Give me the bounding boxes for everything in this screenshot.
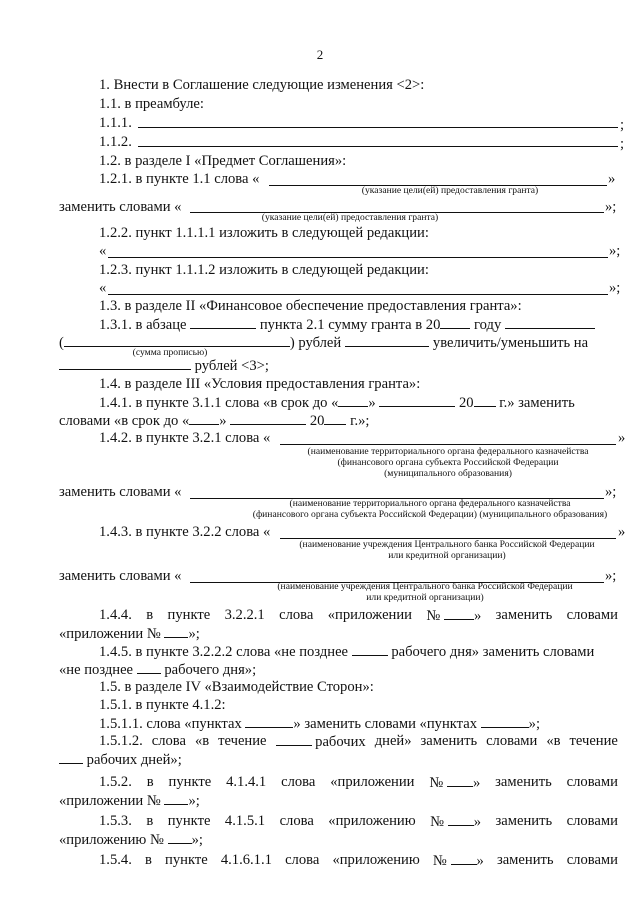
blank-field[interactable] [280,525,616,539]
blank-field[interactable] [108,281,608,295]
hint: (наименование территориального органа федерального казначейства (финансового органа субъекта Российской Федерации) (муниципального образования) [252,498,608,520]
line-1-3-1: 1.3.1. в абзаце пункта 2.1 сумму гранта в 20 году [99,315,595,334]
line-1-4-2: 1.4.2. в пункте 3.2.1 слова « [99,430,271,446]
blank-field[interactable] [138,114,618,128]
line-1-2: 1.2. в разделе I «Предмет Соглашения»: [99,153,347,169]
line-1-5-4: 1.5.4. в пункте 4.1.6.1.1 слова «приложению № » заменить словами [99,852,618,869]
line-1-4-4-cont: «приложении № »; [59,626,200,642]
blank-field[interactable] [505,315,595,329]
line-1-5-1-2-cont: рабочих дней»; [59,750,182,769]
quote: »; [609,243,621,259]
blank-field[interactable] [168,830,192,844]
blank-field[interactable] [345,333,429,347]
quote: » [618,430,626,446]
semicolon: ; [620,117,625,133]
line-1-4-4: 1.4.4. в пункте 3.2.2.1 слова «приложении № » заменить словами [99,607,618,624]
blank-field[interactable] [137,660,161,674]
blank-field[interactable] [230,411,306,425]
blank-field[interactable] [189,411,219,425]
line-1-4-3: 1.4.3. в пункте 3.2.2 слова « [99,524,271,540]
line-1-1: 1.1. в преамбуле: [99,96,204,112]
line-1-1-1: 1.1.1. [99,115,132,131]
blank-field[interactable] [379,393,455,407]
quote: » [608,171,616,187]
line-1-5-1-1: 1.5.1.1. слова «пунктах » заменить словами «пунктах »; [99,716,541,732]
line-1-1-2: 1.1.2. [99,134,132,150]
blank-field[interactable] [447,773,473,787]
line-1-5-3-cont: «приложению № »; [59,832,203,848]
line-1: 1. Внести в Соглашение следующие изменения <2>: [99,77,425,93]
line-rubles: рублей <3>; [59,356,269,375]
blank-field[interactable] [59,356,191,370]
blank-field[interactable] [440,315,470,329]
line-1-2-1: 1.2.1. в пункте 1.1 слова « [99,171,260,187]
blank-field[interactable] [324,411,346,425]
hint: (наименование учреждения Центрального банка Российской Федерации или кредитной организации) [277,581,573,603]
line-1-2-2: 1.2.2. пункт 1.1.1.1 изложить в следующей редакции: [99,225,429,241]
quote: « [99,280,107,296]
blank-field[interactable] [444,606,474,620]
page-number: 2 [316,47,324,62]
blank-field[interactable] [164,624,188,638]
hint: (указание цели(ей) предоставления гранта) [261,212,439,223]
line-replace: заменить словами « [59,484,182,500]
blank-field[interactable] [138,133,618,147]
blank-field[interactable] [269,172,607,186]
quote: »; [605,568,617,584]
line-1-5: 1.5. в разделе IV «Взаимодействие Сторон»: [99,679,374,695]
blank-field[interactable] [245,714,293,728]
blank-field[interactable] [190,199,604,213]
blank-field[interactable] [276,732,312,746]
line-1-3: 1.3. в разделе II «Финансовое обеспечение предоставления гранта»: [99,298,522,314]
quote: »; [609,280,621,296]
blank-field[interactable] [451,851,477,865]
blank-field[interactable] [481,714,529,728]
quote: » [618,524,626,540]
quote: « [99,243,107,259]
line-1-4-1-cont: словами «в срок до « » 20 г.»; [59,413,370,429]
line-1-5-1: 1.5.1. в пункте 4.1.2: [99,697,226,713]
line-replace: заменить словами « [59,199,182,215]
line-replace: заменить словами « [59,568,182,584]
blank-field[interactable] [59,750,83,764]
blank-field[interactable] [190,315,256,329]
blank-field[interactable] [280,431,616,445]
line-1-5-2-cont: «приложении № »; [59,793,200,809]
blank-field[interactable] [164,791,188,805]
hint: (наименование учреждения Центрального банка Российской Федерации или кредитной организации) [299,539,595,561]
line-amount: ( ) рублей увеличить/уменьшить на [59,335,589,351]
line-1-5-1-2: 1.5.1.2. слова «в течение рабочих дней» заменить словами «в течение [99,733,618,750]
semicolon: ; [620,136,625,152]
blank-field[interactable] [64,333,290,347]
line-1-2-3: 1.2.3. пункт 1.1.1.2 изложить в следующей редакции: [99,262,429,278]
line-1-5-2: 1.5.2. в пункте 4.1.4.1 слова «приложении № » заменить словами [99,774,618,791]
line-1-4-1: 1.4.1. в пункте 3.1.1 слова «в срок до « » 20 г.» заменить [99,395,575,411]
line-1-4: 1.4. в разделе III «Условия предоставления гранта»: [99,376,421,392]
line-1-4-5: 1.4.5. в пункте 3.2.2.2 слова «не позднее рабочего дня» заменить словами [99,644,595,660]
blank-field[interactable] [190,485,604,499]
blank-field[interactable] [448,812,474,826]
line-1-4-5-cont: «не позднее рабочего дня»; [59,662,257,678]
hint: (наименование территориального органа федерального казначейства (финансового органа субъекта Российской Федерации (муниципального образования) [307,446,589,479]
blank-field[interactable] [352,642,388,656]
hint: (сумма прописью) [132,347,208,358]
blank-field[interactable] [108,244,608,258]
hint: (указание цели(ей) предоставления гранта) [361,185,539,196]
quote: »; [605,199,617,215]
line-1-5-3: 1.5.3. в пункте 4.1.5.1 слова «приложению № » заменить словами [99,813,618,830]
blank-field[interactable] [338,393,368,407]
blank-field[interactable] [474,393,496,407]
quote: »; [605,484,617,500]
